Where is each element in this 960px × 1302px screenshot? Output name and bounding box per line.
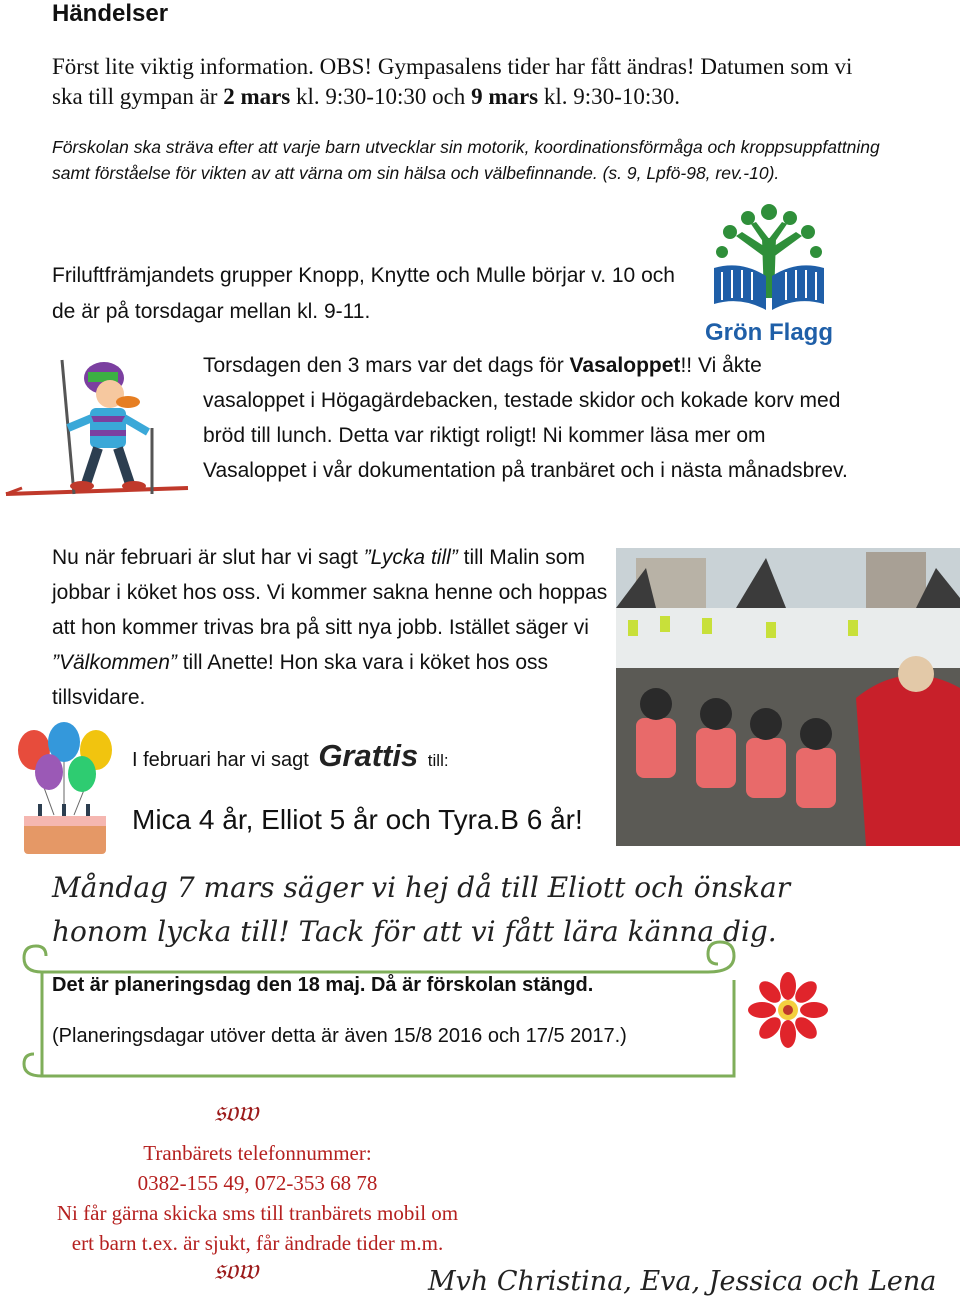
planning-days-extra: (Planeringsdagar utöver detta är även 15/8 2016 och 17/5 2017.): [52, 1025, 627, 1047]
kitchen-text: till Malin som jobbar i köket hos oss. Vi kommer sakna henne och hoppas att hon kommer trivas bra på sitt nya jobb. Istället säger vi: [52, 546, 608, 639]
contact-block: [0, 1138, 515, 1258]
contact-phone-numbers: 0382-155 49, 072-353 68 78: [137, 1171, 378, 1195]
ornament-top: 𝔰𝔬𝔴: [214, 1094, 259, 1129]
birthday-balloons-icon: [4, 720, 124, 860]
birthday-names: Mica 4 år, Elliot 5 år och Tyra.B 6 år!: [132, 804, 583, 835]
contact-title: Tranbärets telefonnummer:: [143, 1141, 372, 1165]
gron-flagg-label: Grön Flagg: [705, 319, 833, 346]
valkommen-phrase: ”Välkommen”: [52, 651, 177, 674]
page-heading: Händelser: [52, 0, 169, 27]
signature: Mvh Christina, Eva, Jessica och Lena: [428, 1266, 937, 1297]
birthday-intro-text: I februari har vi sagt: [132, 749, 309, 771]
gron-flagg-logo: [696, 198, 842, 348]
birthday-intro-suffix: till:: [427, 751, 449, 770]
contact-sms-note-cont: ert barn t.ex. är sjukt, får ändrade tider m.m.: [71, 1231, 444, 1255]
vasaloppet-paragraph: [203, 348, 863, 488]
friluft-paragraph: Friluftfrämjandets grupper Knopp, Knytte och Mulle börjar v. 10 och de är på torsdagar mellan kl. 9-11.: [52, 264, 675, 323]
vasaloppet-text: !! Vi åkte vasaloppet i Högagärdebacken, testade skidor och kokade korv med bröd till lunch. Detta var riktigt roligt! Ni kommer läsa mer om Vasaloppet i vår dokumentation på tranbäret och i nästa månadsbrev.: [203, 354, 848, 482]
red-flower-icon: [748, 972, 828, 1048]
gym-info-paragraph: [52, 52, 872, 112]
vasaloppet-name: Vasaloppet: [569, 354, 681, 377]
gym-info-text: Först lite viktig information. OBS! Gympasalens tider har fått ändras! Datumen som vi ska till gympan är: [52, 54, 853, 109]
kitchen-text: till Anette! Hon ska vara i köket hos oss tillsvidare.: [52, 651, 549, 709]
farewell-paragraph: Måndag 7 mars säger vi hej då till Eliott och önskar honom lycka till! Tack för att vi fått lära känna dig.: [52, 871, 791, 948]
planning-scroll-frame: [18, 936, 748, 1086]
kitchen-staff-paragraph: [52, 540, 612, 715]
gym-date-2: 9 mars: [471, 84, 539, 109]
gym-date-1: 2 mars: [223, 84, 291, 109]
planning-day-notice: Det är planeringsdag den 18 maj. Då är förskolan stängd.: [52, 974, 594, 996]
birthday-intro: [132, 738, 449, 774]
skier-illustration: [2, 348, 192, 508]
contact-sms-note: Ni får gärna skicka sms till tranbärets mobil om: [56, 1201, 459, 1225]
curriculum-quote: Förskolan ska sträva efter att varje barn utvecklar sin motorik, koordinationsförmåga och kroppsuppfattning samt förståelse för vikten av att värna om sin hälsa och välbefinnande. (s. 9, Lpfö-98, rev.-10).: [52, 137, 880, 183]
kitchen-text: Nu när februari är slut har vi sagt: [52, 546, 364, 569]
ornament-bottom: 𝔰𝔬𝔴: [214, 1252, 259, 1287]
children-outdoor-photo: [616, 548, 960, 846]
grattis-word: Grattis: [318, 738, 419, 773]
gym-info-text: kl. 9:30-10:30 och: [290, 84, 472, 109]
lycka-till-phrase: ”Lycka till”: [363, 546, 458, 569]
vasaloppet-text: Torsdagen den 3 mars var det dags för: [203, 354, 570, 377]
gym-info-text: kl. 9:30-10:30.: [538, 84, 680, 109]
